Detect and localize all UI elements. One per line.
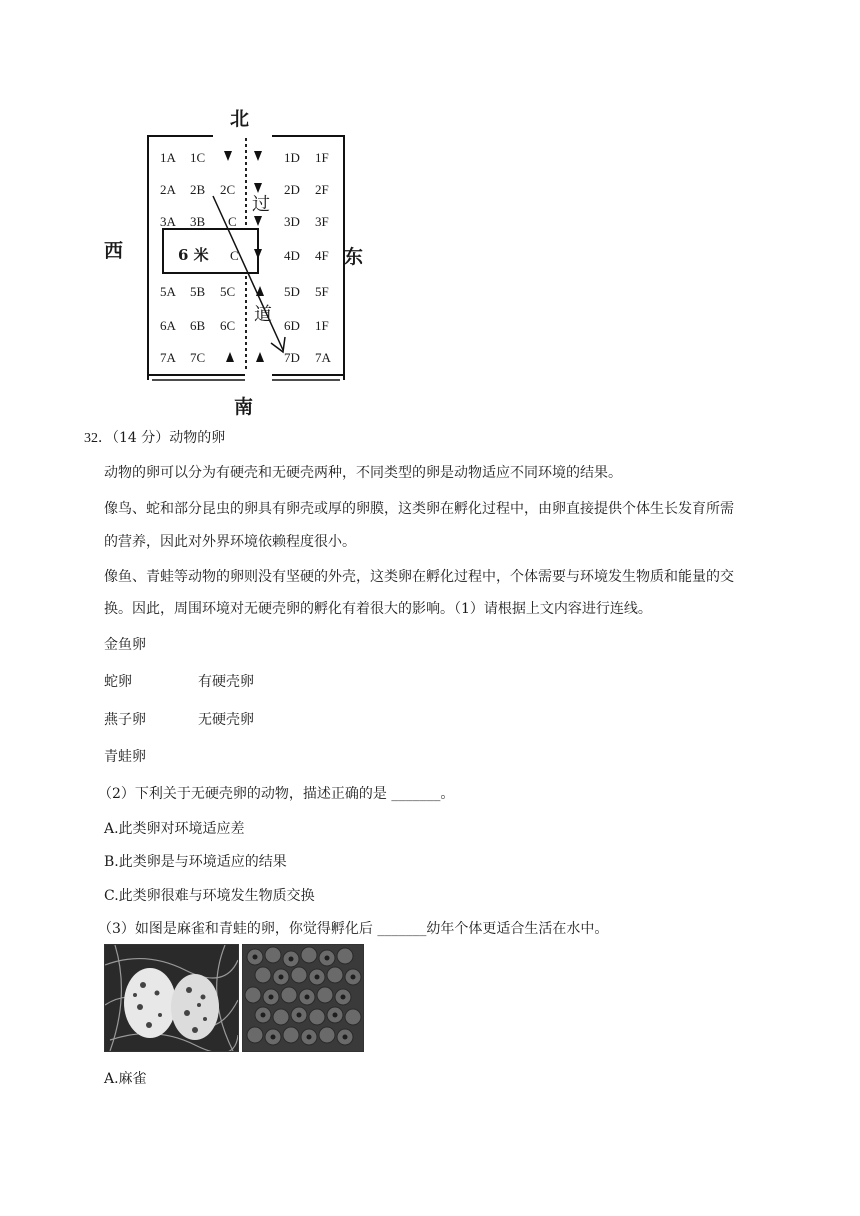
distance-box-label: 6 米 <box>178 246 209 264</box>
sub-question-2: （2）下利关于无硬壳卵的动物，描述正确的是 _______。 <box>98 786 455 802</box>
direction-north: 北 <box>230 108 250 130</box>
paragraph-2-line-2: 的营养，因此对外界环境依赖程度很小。 <box>104 534 356 550</box>
seat-label: 2B <box>190 182 206 197</box>
triangle-marker-icon <box>254 151 262 161</box>
triangle-marker-icon <box>254 249 262 259</box>
seat-label: 2F <box>315 182 329 197</box>
seat-label: 6C <box>220 318 236 333</box>
seat-label: 5B <box>190 284 206 299</box>
seat-label: 3D <box>284 214 300 229</box>
seat-map-lines <box>0 0 860 420</box>
sub-question-3: （3）如图是麻雀和青蛙的卵，你觉得孵化后 _______幼年个体更适合生活在水中。 <box>98 921 609 937</box>
triangle-marker-icon <box>256 352 264 362</box>
question-score: （14 分） <box>112 430 170 446</box>
seat-label: 1F <box>315 150 329 165</box>
question-number: 32． <box>84 431 112 446</box>
triangle-marker-icon <box>256 286 264 296</box>
seat-label: 1F <box>315 318 329 333</box>
paragraph-3-line-1: 像鱼、青蛙等动物的卵则没有坚硬的外壳，这类卵在孵化过程中，个体需要与环境发生物质和能量的交 <box>104 569 734 585</box>
seat-label: 5C <box>220 284 236 299</box>
seat-label: 6A <box>160 318 176 333</box>
seat-label: 5F <box>315 284 329 299</box>
aisle-label-dao: 道 <box>254 304 272 325</box>
direction-south: 南 <box>234 396 254 418</box>
triangle-marker-icon <box>224 151 232 161</box>
triangle-marker-icon <box>254 183 262 193</box>
seat-label: 7A <box>315 350 331 365</box>
seat-label: 6B <box>190 318 206 333</box>
seat-label: 7D <box>284 350 300 365</box>
question-title: 动物的卵 <box>169 430 226 446</box>
seat-label: 5A <box>160 284 176 299</box>
paragraph-3-line-2: 换。因此，周围环境对无硬壳卵的孵化有着很大的影响。（1）请根据上文内容进行连线。 <box>104 601 652 617</box>
match-right-item: 有硬壳卵 <box>198 674 254 690</box>
match-left-item: 金鱼卵 <box>104 637 146 653</box>
paragraph-1: 动物的卵可以分为有硬壳和无硬壳两种，不同类型的卵是动物适应不同环境的结果。 <box>104 465 622 481</box>
seat-label: 7C <box>190 350 206 365</box>
seat-label: 1C <box>190 150 206 165</box>
seat-label: 2C <box>220 182 236 197</box>
seat-label: 3F <box>315 214 329 229</box>
seat-label: C <box>228 214 237 229</box>
option-a: A.此类卵对环境适应差 <box>104 821 245 837</box>
triangle-marker-icon <box>254 216 262 226</box>
seat-label: 7A <box>160 350 176 365</box>
sparrow-eggs-photo <box>104 944 239 1052</box>
direction-east: 东 <box>344 246 364 268</box>
triangle-marker-icon <box>226 352 234 362</box>
q3-option-a: A.麻雀 <box>104 1071 147 1087</box>
option-c: C.此类卵很难与环境发生物质交换 <box>104 888 315 904</box>
seat-label: 6D <box>284 318 300 333</box>
seat-label: 2A <box>160 182 176 197</box>
seat-label: 2D <box>284 182 300 197</box>
seat-label: 5D <box>284 284 300 299</box>
frog-eggs-photo <box>242 944 364 1052</box>
match-left-item: 燕子卵 <box>104 712 146 728</box>
aisle-label-guo: 过 <box>252 194 270 215</box>
match-right-item: 无硬壳卵 <box>198 712 254 728</box>
match-left-item: 蛇卵 <box>104 674 132 690</box>
seat-label: C <box>230 248 239 263</box>
direction-west: 西 <box>104 240 124 262</box>
option-b: B.此类卵是与环境适应的结果 <box>104 854 287 870</box>
seat-label: 4D <box>284 248 300 263</box>
seat-label: 3A <box>160 214 176 229</box>
seat-label: 1D <box>284 150 300 165</box>
seat-label: 3B <box>190 214 206 229</box>
question-heading <box>84 427 225 447</box>
seat-label: 1A <box>160 150 176 165</box>
paragraph-2-line-1: 像鸟、蛇和部分昆虫的卵具有卵壳或厚的卵膜，这类卵在孵化过程中，由卵直接提供个体生长发育所需 <box>104 501 734 517</box>
seat-label: 4F <box>315 248 329 263</box>
match-left-item: 青蛙卵 <box>104 749 146 765</box>
